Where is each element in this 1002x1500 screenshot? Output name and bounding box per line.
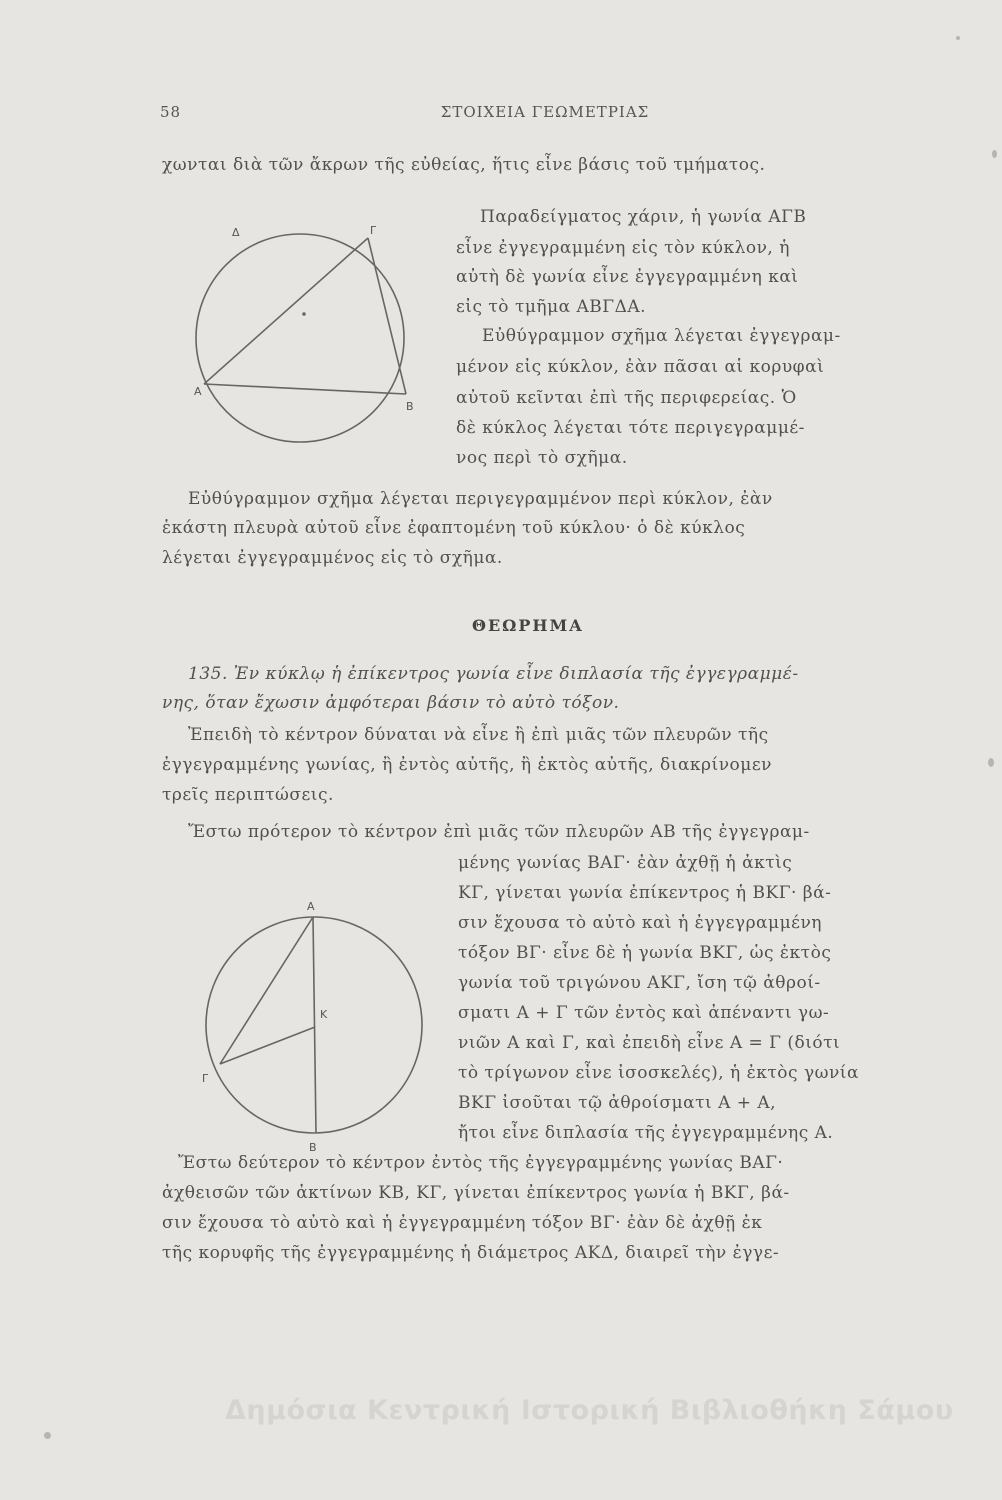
scan-speck	[992, 150, 997, 158]
text-line-30: ἤτοι εἶνε διπλασία τῆς ἐγγεγραμμένης Α.	[458, 1123, 834, 1143]
page-number: 58	[160, 103, 182, 121]
text-line-34: τῆς κορυφῆς τῆς ἐγγεγραμμένης ἡ διάμετρος ΑΚΔ, διαιρεῖ τὴν ἐγγε-	[162, 1243, 780, 1263]
section-heading: ΘΕΩΡΗΜΑ	[472, 616, 584, 635]
scan-speck	[988, 758, 994, 767]
text-line-12: ἑκάστη πλευρὰ αὐτοῦ εἶνε ἐφαπτομένη τοῦ κύκλου· ὁ δὲ κύκλος	[162, 518, 746, 538]
fig1-chord-ab	[204, 384, 406, 394]
text-line-25: γωνία τοῦ τριγώνου ΑΚΓ, ἴση τῷ ἀθροί-	[458, 973, 821, 993]
text-line-19: τρεῖς περιπτώσεις.	[162, 785, 334, 805]
figure-inscribed-angle	[180, 208, 420, 478]
text-line-22: ΚΓ, γίνεται γωνία ἐπίκεντρος ἡ ΒΚΓ· βά-	[458, 883, 832, 903]
scan-speck	[956, 36, 960, 40]
text-line-32: ἀχθεισῶν τῶν ἀκτίνων ΚΒ, ΚΓ, γίνεται ἐπίκεντρος γωνία ἡ ΒΚΓ, βά-	[162, 1183, 790, 1203]
fig2-radius-kg	[220, 1027, 315, 1064]
text-line-6: Εὐθύγραμμον σχῆμα λέγεται ἐγγεγραμ-	[482, 326, 841, 346]
fig2-label-b: Β	[309, 1141, 317, 1154]
fig2-label-g: Γ	[202, 1072, 209, 1085]
theorem-line-1: 135. Ἐν κύκλῳ ἡ ἐπίκεντρος γωνία εἶνε διπλασία τῆς ἐγγεγραμμέ-	[188, 664, 799, 684]
fig1-label-d: Δ	[232, 226, 240, 239]
text-line-24: τόξον ΒΓ· εἶνε δὲ ἡ γωνία ΒΚΓ, ὡς ἐκτὸς	[458, 943, 832, 963]
fig1-label-a: Α	[194, 385, 202, 398]
text-line-7: μένον εἰς κύκλον, ἐὰν πᾶσαι αἱ κορυφαὶ	[456, 357, 825, 377]
text-line-5: εἰς τὸ τμῆμα ΑΒΓΔΑ.	[456, 297, 647, 317]
fig2-diameter-ab	[313, 917, 316, 1133]
text-line-1: χωνται διὰ τῶν ἄκρων τῆς εὐθείας, ἥτις εἶνε βάσις τοῦ τμήματος.	[162, 155, 766, 175]
text-line-10: νος περὶ τὸ σχῆμα.	[456, 448, 628, 468]
text-line-13: λέγεται ἐγγεγραμμένος εἰς τὸ σχῆμα.	[162, 548, 503, 568]
text-line-2: Παραδείγματος χάριν, ἡ γωνία ΑΓΒ	[480, 207, 807, 227]
fig1-circle	[196, 234, 404, 442]
fig2-chord-ag	[220, 917, 313, 1064]
text-line-21: μένης γωνίας ΒΑΓ· ἐὰν ἀχθῇ ἡ ἀκτὶς	[458, 853, 793, 873]
text-line-18: ἐγγεγραμμένης γωνίας, ἢ ἐντὸς αὐτῆς, ἢ ἐκτὸς αὐτῆς, διακρίνομεν	[162, 755, 772, 775]
text-line-17: Ἐπειδὴ τὸ κέντρον δύναται νὰ εἶνε ἢ ἐπὶ μιᾶς τῶν πλευρῶν τῆς	[188, 725, 769, 745]
text-line-33: σιν ἔχουσα τὸ αὐτὸ καὶ ἡ ἐγγεγραμμένη τόξον ΒΓ· ἐὰν δὲ ἀχθῇ ἐκ	[162, 1213, 763, 1233]
library-watermark: Δημόσια Κεντρική Ιστορική Βιβλιοθήκη Σάμου	[225, 1395, 954, 1426]
figure-central-angle	[192, 890, 442, 1160]
fig1-label-g: Γ	[370, 224, 377, 237]
text-line-9: δὲ κύκλος λέγεται τότε περιγεγραμμέ-	[456, 418, 805, 438]
text-line-20: Ἔστω πρότερον τὸ κέντρον ἐπὶ μιᾶς τῶν πλευρῶν ΑΒ τῆς ἐγγεγραμ-	[188, 822, 810, 842]
fig1-side-ag	[204, 238, 368, 384]
text-line-26: σματι Α + Γ τῶν ἐντὸς καὶ ἀπέναντι γω-	[458, 1003, 830, 1023]
text-line-31: Ἔστω δεύτερον τὸ κέντρον ἐντὸς τῆς ἐγγεγραμμένης γωνίας ΒΑΓ·	[178, 1153, 784, 1173]
text-line-28: τὸ τρίγωνον εἶνε ἰσοσκελές), ἡ ἐκτὸς γωνία	[458, 1063, 859, 1083]
text-line-4: αὐτὴ δὲ γωνία εἶνε ἐγγεγραμμένη καὶ	[456, 267, 799, 287]
text-line-3: εἶνε ἐγγεγραμμένη εἰς τὸν κύκλον, ἡ	[456, 238, 790, 258]
fig1-side-gb	[368, 238, 406, 394]
text-line-23: σιν ἔχουσα τὸ αὐτὸ καὶ ἡ ἐγγεγραμμένη	[458, 913, 822, 933]
text-line-27: νιῶν Α καὶ Γ, καὶ ἐπειδὴ εἶνε Α = Γ (διότι	[458, 1033, 841, 1053]
fig1-center-dot	[302, 312, 306, 316]
fig2-label-k: Κ	[320, 1008, 328, 1021]
text-line-29: ΒΚΓ ἰσοῦται τῷ ἀθροίσματι Α + Α,	[458, 1093, 777, 1113]
fig2-label-a: Α	[307, 900, 315, 913]
fig1-label-b: Β	[406, 400, 414, 413]
scan-speck	[44, 1432, 51, 1439]
text-line-11: Εὐθύγραμμον σχῆμα λέγεται περιγεγραμμένον περὶ κύκλον, ἐὰν	[188, 489, 773, 509]
text-line-8: αὐτοῦ κεῖνται ἐπὶ τῆς περιφερείας. Ὁ	[456, 388, 797, 408]
running-title: ΣΤΟΙΧΕΙΑ ΓΕΩΜΕΤΡΙΑΣ	[440, 103, 650, 121]
theorem-line-2: νης, ὅταν ἔχωσιν ἀμφότεραι βάσιν τὸ αὐτὸ τόξον.	[162, 693, 620, 713]
